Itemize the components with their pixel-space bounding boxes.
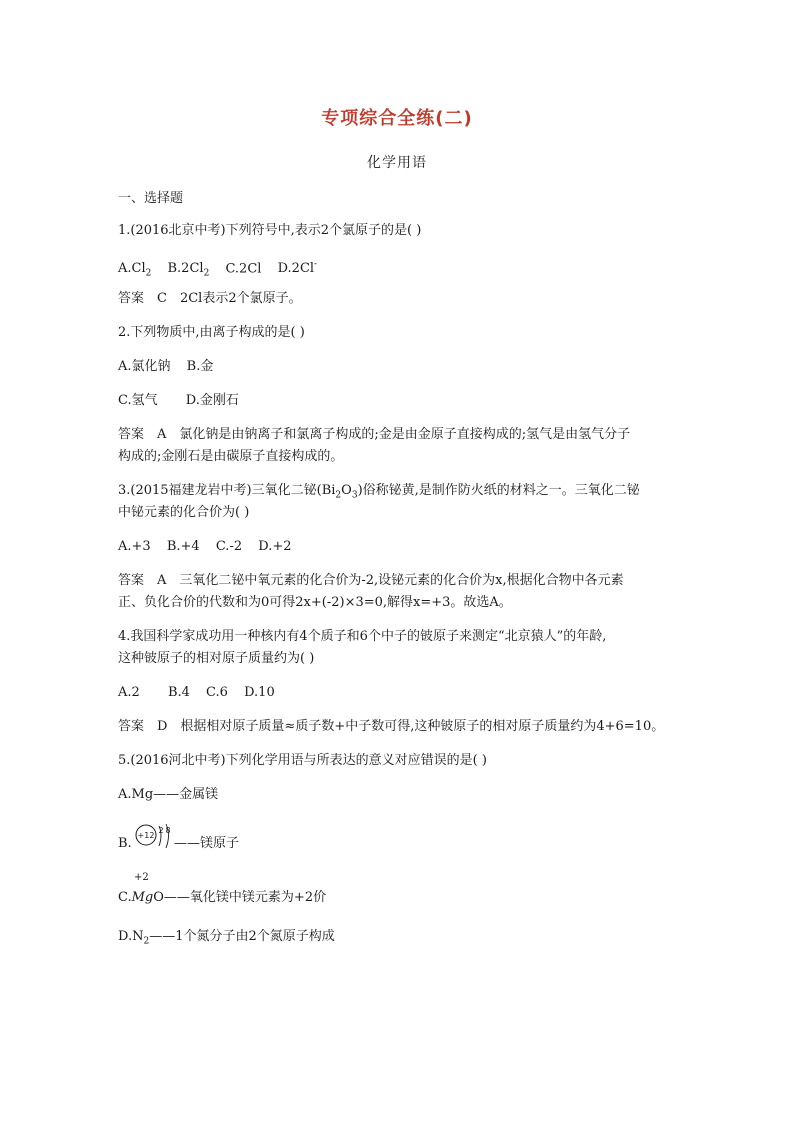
- q1-option-b: $B.2Cl_2$: [167, 261, 210, 279]
- q4-answer: 答案 D 根据相对原子质量≈质子数+中子数可得,这种铍原子的相对原子质量约为4+6=10。: [118, 719, 665, 734]
- q3-option-c: C.-2: [215, 539, 243, 554]
- electron-shell-1-count: 2: [158, 826, 164, 835]
- q4-stem-line1: 4.我国科学家成功用一种核内有4个质子和6个中子的铍原子来测定“北京猿人”的年龄,: [118, 629, 607, 644]
- q5-stem: 5.(2016河北中考)下列化学用语与所表达的意义对应错误的是( ): [118, 753, 487, 768]
- q1-answer: 答案 C 2Cl表示2个氯原子。: [118, 291, 302, 306]
- q5-option-d: $D.N_2——1$个氮分子由2个氮原子构成: [118, 929, 335, 947]
- q3-option-d: D.+2: [258, 539, 292, 554]
- atom-structure-diagram: [132, 820, 178, 856]
- nucleus-charge: +12: [137, 831, 155, 840]
- q2-option-c: C.氢气: [118, 393, 158, 408]
- q1-option-c: C.2Cl: [225, 261, 262, 277]
- q4-option-a: A.2: [118, 685, 140, 700]
- q5-option-b: [118, 820, 278, 860]
- q3-option-b: B.+4: [166, 539, 200, 554]
- q5-option-a: A.Mg——金属镁: [118, 787, 219, 802]
- q2-option-a: A.氯化钠: [118, 359, 171, 374]
- electron-shell-2-count: 8: [165, 826, 171, 835]
- q1-option-a: $A.Cl_2$: [118, 261, 152, 279]
- q1-stem: 1.(2016北京中考)下列符号中,表示2个氯原子的是( ): [118, 223, 422, 238]
- q3-option-a: A.+3: [118, 539, 151, 554]
- q2-options-row1: [118, 356, 213, 378]
- q3-stem-line1: 3.(2015福建龙岩中考)三氧化二铋$(Bi_2O_3)$俗称铋黄,是制作防火纸的材料之一。三氧化二铋: [118, 483, 640, 501]
- q3-options: [118, 536, 292, 558]
- q1-option-d: D.2Cl-: [277, 260, 318, 277]
- q5-option-b-label: B.: [118, 836, 132, 851]
- q2-option-d: D.金刚石: [185, 393, 239, 408]
- q2-answer-line1: 答案 A 氯化钠是由钠离子和氯离子构成的;金是由金原子直接构成的;氢气是由氢气分子: [118, 427, 631, 442]
- q4-stem-line2: 这种铍原子的相对原子质量约为( ): [118, 651, 315, 666]
- q3-stem-line2: 中铋元素的化合价为( ): [118, 505, 250, 520]
- page-title: 专项综合全练(二): [321, 108, 473, 129]
- q2-options-row2: [118, 390, 239, 412]
- section-heading: 一、选择题: [118, 191, 184, 206]
- q3-answer-line2: 正、负化合价的代数和为0可得2x+(-2)×3=0,解得x=+3。故选A。: [118, 595, 512, 610]
- q2-answer-line2: 构成的;金刚石是由碳原子直接构成的。: [118, 449, 344, 464]
- page-subtitle: 化学用语: [367, 155, 427, 171]
- q2-stem: 2.下列物质中,由离子构成的是( ): [118, 325, 305, 340]
- q4-option-d: D.10: [244, 685, 275, 700]
- q4-option-c: C.6: [206, 685, 228, 700]
- q4-option-b: B.4: [167, 685, 190, 700]
- q3-answer-line1: 答案 A 三氧化二铋中氧元素的化合价为-2,设铋元素的化合价为x,根据化合物中各元素: [118, 573, 624, 588]
- q2-option-b: B.金: [186, 359, 214, 374]
- q5-option-b-text: ——镁原子: [174, 836, 240, 851]
- q1-options: [118, 254, 317, 285]
- q4-options: [118, 682, 275, 704]
- valence-mark: +2: [134, 872, 149, 883]
- document-page: 专项综合全练(二) 化学用语 一、选择题 1.(2016北京中考)下列符号中,表示2个氯原子的是( ) $A.Cl_2$ $B.2Cl_2$ C.2Cl D.2Cl- 答案 C 2Cl表示2个氯原子。 2.下列物质中,由离子构成的是( ) A.氯化钠 B.金 C.氢气 D.金刚石 答案 A 氯化钠是由钠离子和氯离子构成的;金是由金原子直接构成的;氢气是由氢气分子 构成的;金刚石是由碳原子直接构成的。 3.(2015福建龙岩中考)三氧化二铋$(Bi_2O_3)$俗称铋黄,是制作防火纸的材料之一。三氧化二铋 中铋元素的化合价为( ) A.+3 B.+4 C.-2 D.+2 答案 A 三氧化二铋中氧元素的化合价为-2,设铋元素的化合价为x,根据化合物中各元素 正、负化合价的代数和为0可得2x+(-2)×3=0,解得x=+3。故选A。 4.我国科学家成功用一种核内有4个质子和6个中子的铍原子来测定“北京猿人”的年龄, 这种铍原子的相对原子质量约为( ) A.2 B.4 C.6 D.10 答案 D 根据相对原子质量≈质子数+中子数可得,这种铍原子的相对原子质量约为4+6=10。 5.(2016河北中考)下列化学用语与所表达的意义对应错误的是( ) A.Mg——金属镁 B. +12 2 8 ——镁原子 +2 C.MgO——氧化镁中镁元素为+2价 $D.N_2——1$个氮分子由2个氮原子构成: [0, 0, 794, 1123]
